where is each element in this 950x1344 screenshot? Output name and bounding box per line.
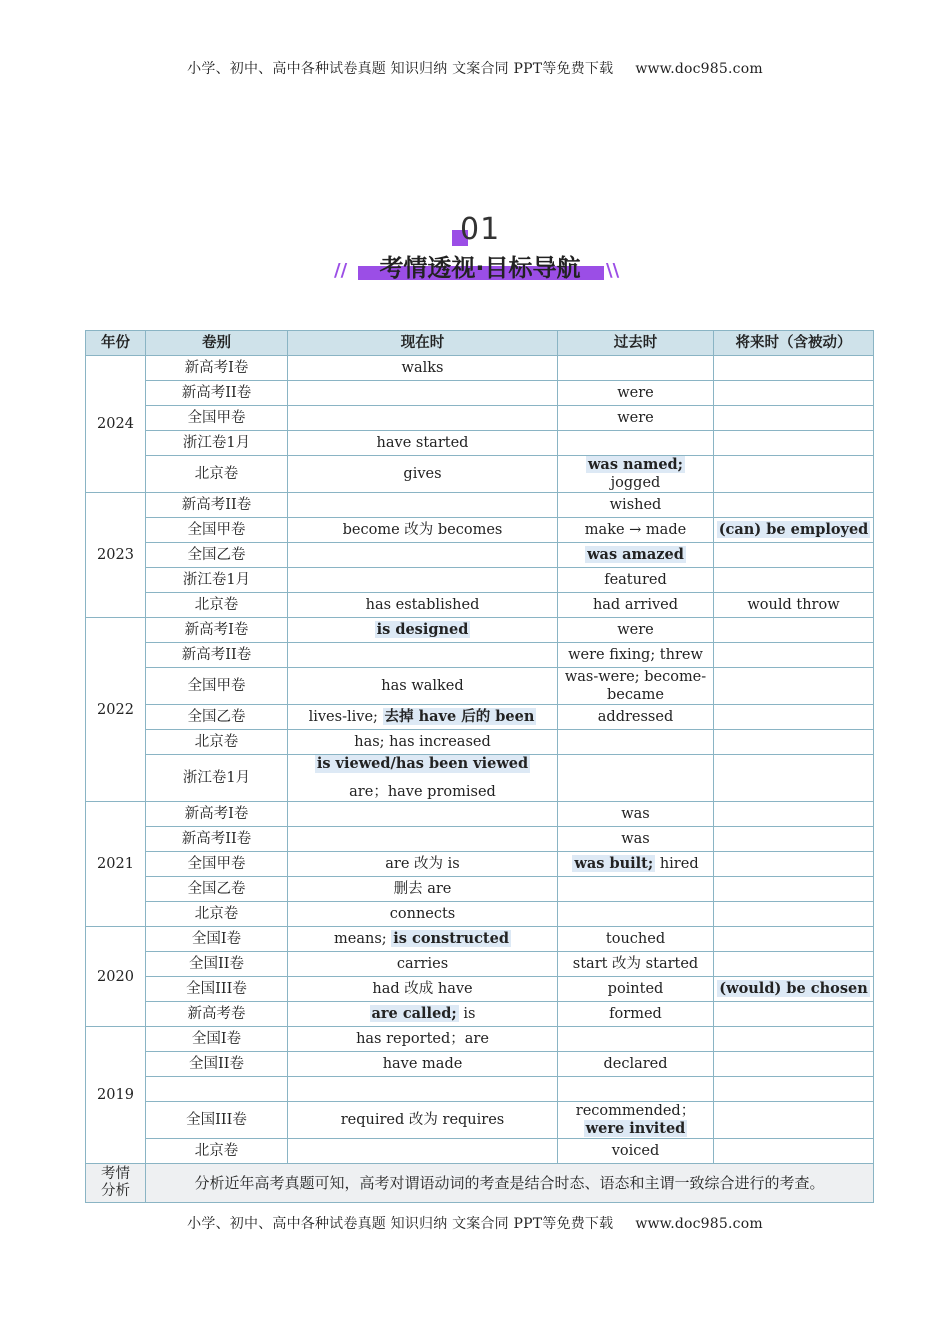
past-cell — [558, 755, 714, 802]
future-cell — [714, 668, 874, 705]
future-cell — [714, 643, 874, 668]
highlight-text: (would) be chosen — [719, 980, 868, 997]
header-future: 将来时（含被动） — [714, 331, 874, 356]
present-cell — [288, 705, 558, 730]
present-cell: has; has increased — [288, 730, 558, 755]
present-cell: had 改成 have — [288, 977, 558, 1002]
present-cell — [288, 643, 558, 668]
table-row — [86, 543, 874, 568]
paper-cell: 全国甲卷 — [146, 668, 288, 705]
paper-cell: 全国甲卷 — [146, 518, 288, 543]
paper-cell: 北京卷 — [146, 593, 288, 618]
paper-cell: 全国II卷 — [146, 952, 288, 977]
table-row — [86, 927, 874, 952]
analysis-text: 分析近年高考真题可知，高考对谓语动词的考查是结合时态、语态和主谓一致综合进行的考查。 — [146, 1164, 874, 1203]
table-row — [86, 827, 874, 852]
header-paper: 卷别 — [146, 331, 288, 356]
present-cell: walks — [288, 356, 558, 381]
future-cell — [714, 705, 874, 730]
analysis-label: 考情分析 — [86, 1164, 146, 1203]
table-header-row — [86, 331, 874, 356]
present-cell — [288, 493, 558, 518]
paper-cell: 全国I卷 — [146, 927, 288, 952]
present-cell: gives — [288, 456, 558, 493]
table-row — [86, 356, 874, 381]
present-cell — [288, 568, 558, 593]
paper-cell: 新高考II卷 — [146, 827, 288, 852]
present-cell — [288, 755, 558, 802]
present-cell — [288, 927, 558, 952]
future-cell — [714, 568, 874, 593]
present-cell: required 改为 requires — [288, 1102, 558, 1139]
table-row — [86, 977, 874, 1002]
future-cell — [714, 977, 874, 1002]
table-row — [86, 431, 874, 456]
header-text: 小学、初中、高中各种试卷真题 知识归纳 文案合同 PPT等免费下载 — [187, 61, 614, 77]
table-row — [86, 802, 874, 827]
present-cell — [288, 543, 558, 568]
highlight-text: was amazed — [587, 546, 684, 563]
past-cell: were — [558, 381, 714, 406]
exam-analysis-table — [85, 330, 874, 1203]
past-cell: start 改为 started — [558, 952, 714, 977]
present-cell — [288, 827, 558, 852]
paper-cell: 新高考II卷 — [146, 381, 288, 406]
present-text: are；have promised — [349, 784, 496, 800]
paper-cell: 新高考卷 — [146, 1002, 288, 1027]
future-cell: would throw — [714, 593, 874, 618]
table-row — [86, 1052, 874, 1077]
paper-cell: 浙江卷1月 — [146, 755, 288, 802]
present-cell: have made — [288, 1052, 558, 1077]
past-cell — [558, 1027, 714, 1052]
section-banner — [300, 208, 650, 288]
future-cell — [714, 952, 874, 977]
highlight-text: is constructed — [393, 930, 509, 947]
past-cell: make → made — [558, 518, 714, 543]
future-cell — [714, 381, 874, 406]
present-cell — [288, 618, 558, 643]
slash-decoration-left: // — [334, 260, 348, 281]
table-row — [86, 902, 874, 927]
paper-cell: 新高考II卷 — [146, 643, 288, 668]
highlight-text: is viewed/has been viewed — [316, 755, 529, 772]
past-cell — [558, 1077, 714, 1102]
past-cell: wished — [558, 493, 714, 518]
present-cell: connects — [288, 902, 558, 927]
highlight-text: (can) be employed — [718, 521, 869, 538]
paper-cell: 全国乙卷 — [146, 705, 288, 730]
past-cell: were fixing; threw — [558, 643, 714, 668]
footer-site: www.doc985.com — [635, 1216, 763, 1232]
table-row — [86, 877, 874, 902]
past-text: recommended； — [575, 1103, 696, 1119]
past-cell: featured — [558, 568, 714, 593]
table-row — [86, 643, 874, 668]
present-cell: carries — [288, 952, 558, 977]
paper-cell: 全国乙卷 — [146, 877, 288, 902]
page-header — [0, 58, 950, 78]
past-cell: formed — [558, 1002, 714, 1027]
highlight-text: 去掉 have 后的 been — [384, 708, 535, 725]
section-title: 考情透视·目标导航 — [379, 254, 581, 282]
future-cell — [714, 802, 874, 827]
future-cell — [714, 927, 874, 952]
paper-cell: 全国III卷 — [146, 977, 288, 1002]
future-cell — [714, 755, 874, 802]
future-cell — [714, 902, 874, 927]
present-text: means; — [334, 931, 392, 947]
future-cell — [714, 456, 874, 493]
year-cell: 2022 — [86, 618, 146, 802]
year-cell: 2020 — [86, 927, 146, 1027]
table-row — [86, 1027, 874, 1052]
present-cell: has reported；are — [288, 1027, 558, 1052]
present-text: lives-live; — [308, 709, 383, 725]
future-cell — [714, 518, 874, 543]
past-cell: were — [558, 406, 714, 431]
future-cell — [714, 1002, 874, 1027]
future-cell — [714, 543, 874, 568]
table-row — [86, 1139, 874, 1164]
slash-decoration-right: \\ — [606, 260, 620, 281]
past-cell: pointed — [558, 977, 714, 1002]
future-cell — [714, 827, 874, 852]
page-footer — [0, 1213, 950, 1233]
paper-cell: 全国甲卷 — [146, 406, 288, 431]
present-text: is — [458, 1006, 476, 1022]
future-cell — [714, 1077, 874, 1102]
paper-cell — [146, 1077, 288, 1102]
past-cell — [558, 902, 714, 927]
past-cell — [558, 543, 714, 568]
future-cell — [714, 618, 874, 643]
past-cell: was — [558, 802, 714, 827]
past-cell: voiced — [558, 1139, 714, 1164]
header-site: www.doc985.com — [635, 61, 763, 77]
past-cell: was — [558, 827, 714, 852]
paper-cell: 北京卷 — [146, 1139, 288, 1164]
future-cell — [714, 1139, 874, 1164]
paper-cell: 北京卷 — [146, 902, 288, 927]
present-cell: have started — [288, 431, 558, 456]
highlight-text: is designed — [376, 621, 469, 638]
table-row — [86, 618, 874, 643]
past-cell — [558, 1102, 714, 1139]
footer-text: 小学、初中、高中各种试卷真题 知识归纳 文案合同 PPT等免费下载 — [187, 1216, 614, 1232]
year-cell: 2021 — [86, 802, 146, 927]
past-cell: was-were; become-became — [558, 668, 714, 705]
paper-cell: 全国I卷 — [146, 1027, 288, 1052]
past-cell — [558, 852, 714, 877]
present-cell — [288, 1077, 558, 1102]
year-cell: 2019 — [86, 1027, 146, 1164]
table-row — [86, 381, 874, 406]
table-row — [86, 952, 874, 977]
past-cell — [558, 877, 714, 902]
past-cell: had arrived — [558, 593, 714, 618]
present-cell: become 改为 becomes — [288, 518, 558, 543]
future-cell — [714, 877, 874, 902]
past-cell — [558, 730, 714, 755]
table-row — [86, 1077, 874, 1102]
highlight-text: was named; — [587, 456, 684, 473]
future-cell — [714, 406, 874, 431]
past-cell — [558, 456, 714, 493]
highlight-text: were invited — [585, 1120, 686, 1137]
paper-cell: 北京卷 — [146, 456, 288, 493]
paper-cell: 全国III卷 — [146, 1102, 288, 1139]
table-row — [86, 518, 874, 543]
paper-cell: 新高考I卷 — [146, 802, 288, 827]
past-cell: declared — [558, 1052, 714, 1077]
table-row — [86, 730, 874, 755]
past-cell: addressed — [558, 705, 714, 730]
paper-cell: 全国II卷 — [146, 1052, 288, 1077]
future-cell — [714, 730, 874, 755]
paper-cell: 新高考II卷 — [146, 493, 288, 518]
future-cell — [714, 1102, 874, 1139]
future-cell — [714, 431, 874, 456]
table-row — [86, 456, 874, 493]
present-cell — [288, 406, 558, 431]
section-number-block — [450, 212, 510, 248]
past-text: jogged — [610, 475, 661, 491]
header-year: 年份 — [86, 331, 146, 356]
table-row — [86, 493, 874, 518]
table-row — [86, 1002, 874, 1027]
present-cell: has walked — [288, 668, 558, 705]
future-cell — [714, 1027, 874, 1052]
section-number: 01 — [460, 212, 501, 247]
future-cell — [714, 356, 874, 381]
past-cell: touched — [558, 927, 714, 952]
table-row — [86, 406, 874, 431]
past-text: hired — [655, 856, 699, 872]
paper-cell: 浙江卷1月 — [146, 568, 288, 593]
past-cell — [558, 356, 714, 381]
future-cell — [714, 493, 874, 518]
table-row — [86, 852, 874, 877]
present-cell: 删去 are — [288, 877, 558, 902]
paper-cell: 浙江卷1月 — [146, 431, 288, 456]
paper-cell: 全国乙卷 — [146, 543, 288, 568]
paper-cell: 全国甲卷 — [146, 852, 288, 877]
year-cell: 2024 — [86, 356, 146, 493]
present-cell — [288, 1002, 558, 1027]
future-cell — [714, 852, 874, 877]
present-cell — [288, 1139, 558, 1164]
present-cell — [288, 381, 558, 406]
analysis-row — [86, 1164, 874, 1203]
past-cell: were — [558, 618, 714, 643]
paper-cell: 北京卷 — [146, 730, 288, 755]
table-row — [86, 568, 874, 593]
highlight-text: are called; — [371, 1005, 457, 1022]
table-row — [86, 755, 874, 802]
table-row — [86, 668, 874, 705]
header-present: 现在时 — [288, 331, 558, 356]
paper-cell: 新高考I卷 — [146, 356, 288, 381]
table-row — [86, 593, 874, 618]
paper-cell: 新高考I卷 — [146, 618, 288, 643]
header-past: 过去时 — [558, 331, 714, 356]
present-cell — [288, 802, 558, 827]
past-cell — [558, 431, 714, 456]
present-cell: are 改为 is — [288, 852, 558, 877]
table-row — [86, 1102, 874, 1139]
table-row — [86, 705, 874, 730]
highlight-text: was built; — [574, 855, 654, 872]
future-cell — [714, 1052, 874, 1077]
present-cell: has established — [288, 593, 558, 618]
year-cell: 2023 — [86, 493, 146, 618]
